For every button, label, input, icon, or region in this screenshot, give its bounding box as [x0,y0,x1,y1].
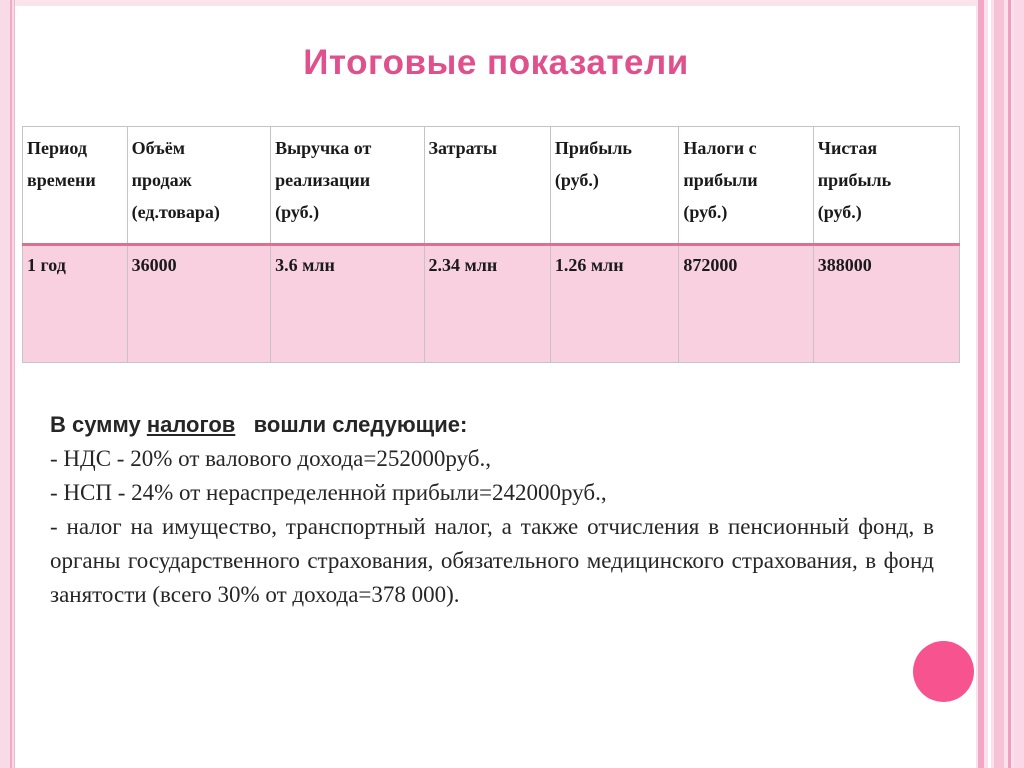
frame-stripe [1008,0,1011,768]
table-row [23,245,960,363]
header-revenue: Выручка от реализации (руб.) [271,127,424,245]
header-net-profit: Чистая прибыль (руб.) [813,127,959,245]
table-header-row [23,127,960,245]
header-period: Период времени [23,127,128,245]
cell-net-profit: 388000 [813,245,959,363]
notes-heading: В сумму налогов вошли следующие: [50,412,468,437]
header-costs: Затраты [424,127,550,245]
header-profit-taxes: Налоги с прибыли (руб.) [679,127,813,245]
decorative-circle [913,641,974,702]
cell-sales-volume: 36000 [127,245,270,363]
frame-left-line [10,0,12,768]
frame-top [0,0,1024,6]
frame-stripe [978,0,984,768]
cell-period: 1 год [23,245,128,363]
cell-revenue: 3.6 млн [271,245,424,363]
note-nsp: - НСП - 24% от нераспределенной прибыли=242000руб., [50,480,607,505]
frame-left-border [0,0,15,768]
header-profit: Прибыль (руб.) [550,127,678,245]
cell-costs: 2.34 млн [424,245,550,363]
frame-stripe [994,0,1004,768]
tax-notes [50,408,934,612]
header-sales-volume: Объём продаж (ед.товара) [127,127,270,245]
cell-profit-taxes: 872000 [679,245,813,363]
slide-title: Итоговые показатели [303,43,689,82]
note-other-taxes: - налог на имущество, транспортный налог, а также отчисления в пенсионный фонд, в органы государственного страхования, обязательного медицинского страхования, в фонд занятости (всего 30% от дохода=378 000). [50,514,934,607]
notes-heading-underlined: налогов [146,412,236,437]
cell-profit: 1.26 млн [550,245,678,363]
note-vat: - НДС - 20% от валового дохода=252000руб., [50,446,491,471]
summary-table [22,126,960,363]
frame-stripe [988,0,991,768]
frame-stripe [1014,0,1024,768]
